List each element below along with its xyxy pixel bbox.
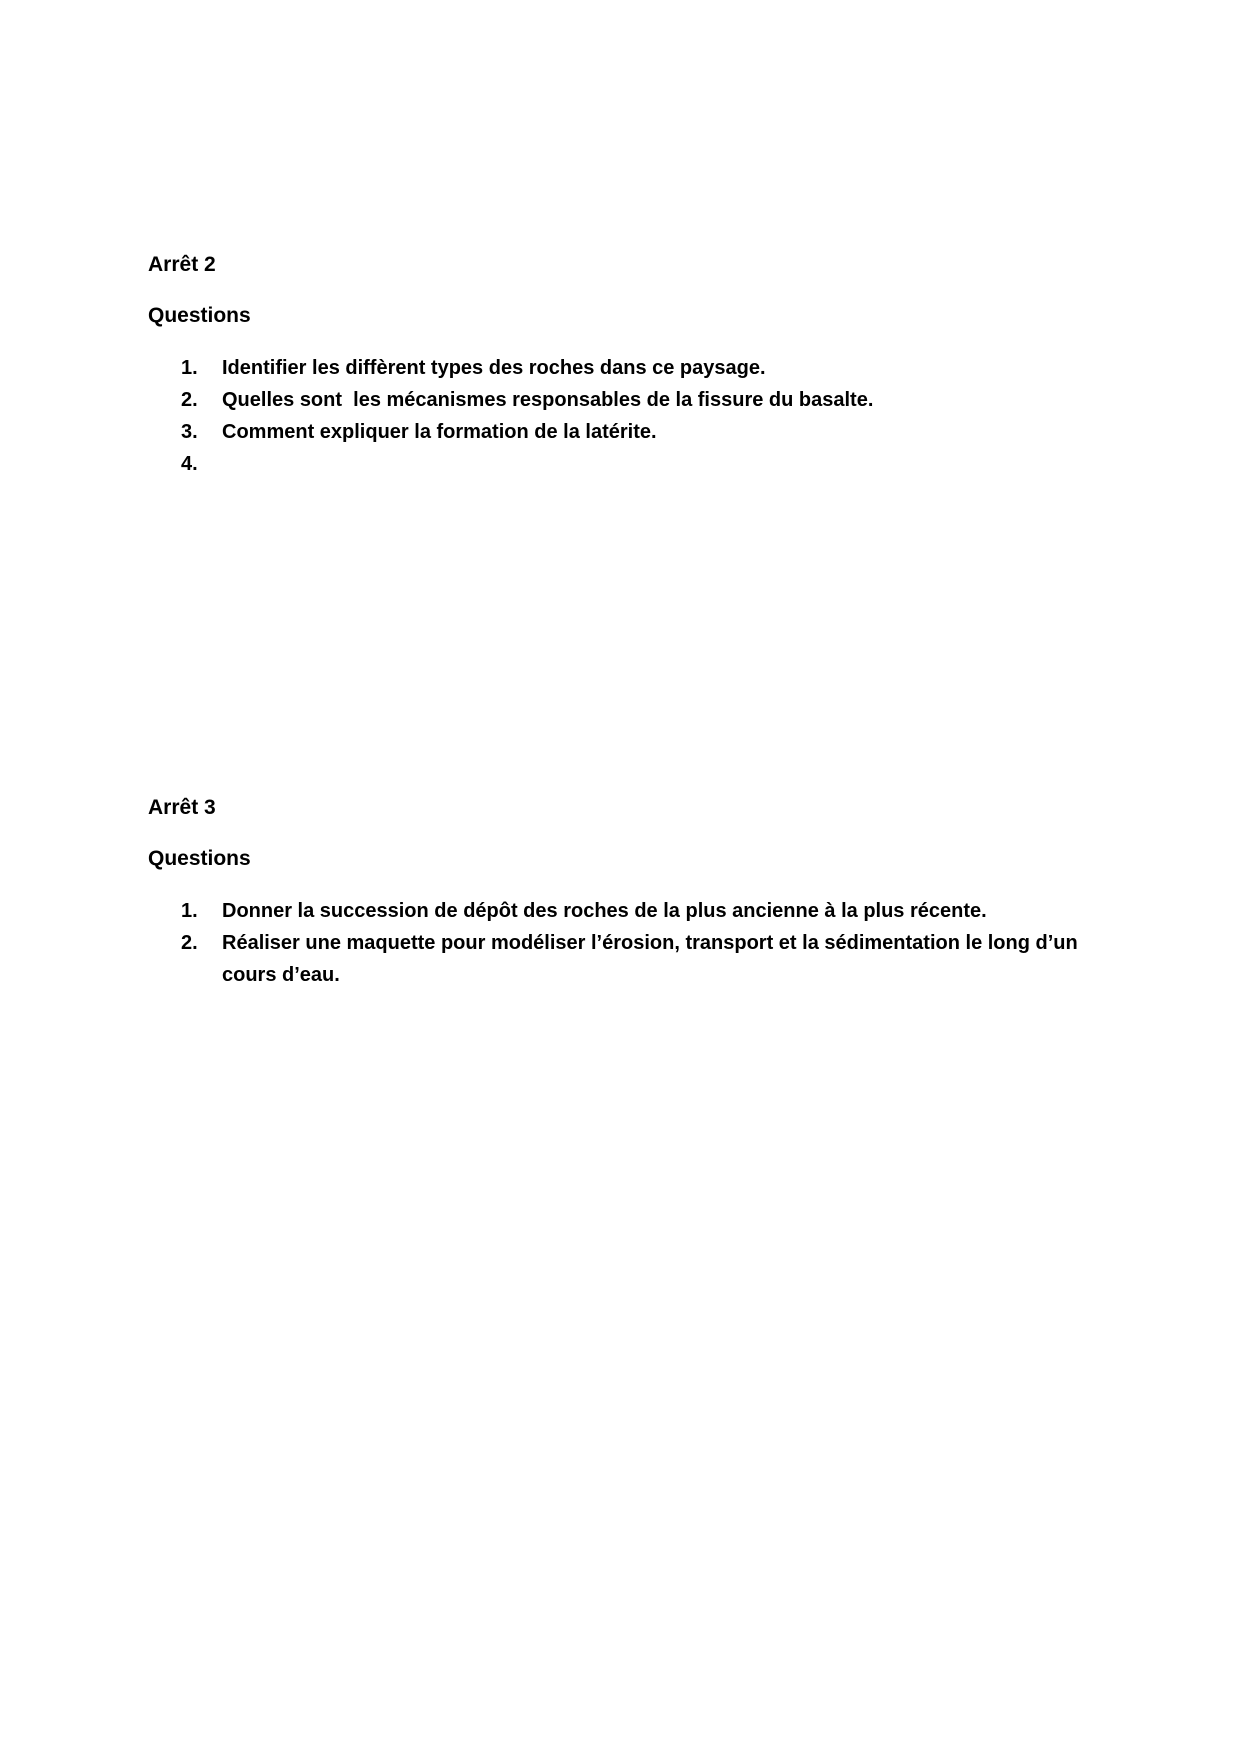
list-item-number: 2. xyxy=(181,389,198,411)
list-item-text: Quelles sont les mécanismes responsables de la fissure du basalte. xyxy=(222,389,874,411)
section-subheading: Questions xyxy=(148,304,251,327)
question-list xyxy=(148,895,1104,991)
list-item xyxy=(148,448,1104,480)
section-heading: Arrêt 3 xyxy=(148,796,216,819)
section-heading: Arrêt 2 xyxy=(148,253,216,276)
list-item-number: 1. xyxy=(181,357,198,379)
section-arret-2 xyxy=(148,252,1104,480)
list-item-text: Donner la succession de dépôt des roches de la plus ancienne à la plus récente. xyxy=(222,900,987,922)
list-item-text: Comment expliquer la formation de la latérite. xyxy=(222,421,657,443)
list-item xyxy=(148,895,1104,927)
list-item xyxy=(148,352,1104,384)
section-arret-3 xyxy=(148,795,1104,991)
list-item-number: 1. xyxy=(181,900,198,922)
section-subheading: Questions xyxy=(148,847,251,870)
list-item-text: Réaliser une maquette pour modéliser l’érosion, transport et la sédimentation le long d’un cours d’eau. xyxy=(222,932,1084,986)
question-list xyxy=(148,352,1104,480)
list-item xyxy=(148,416,1104,448)
list-item xyxy=(148,384,1104,416)
list-item-number: 2. xyxy=(181,932,198,954)
list-item-number: 3. xyxy=(181,421,198,443)
list-item-number: 4. xyxy=(181,453,198,475)
list-item xyxy=(148,927,1104,991)
list-item-text: Identifier les diffèrent types des roches dans ce paysage. xyxy=(222,357,766,379)
